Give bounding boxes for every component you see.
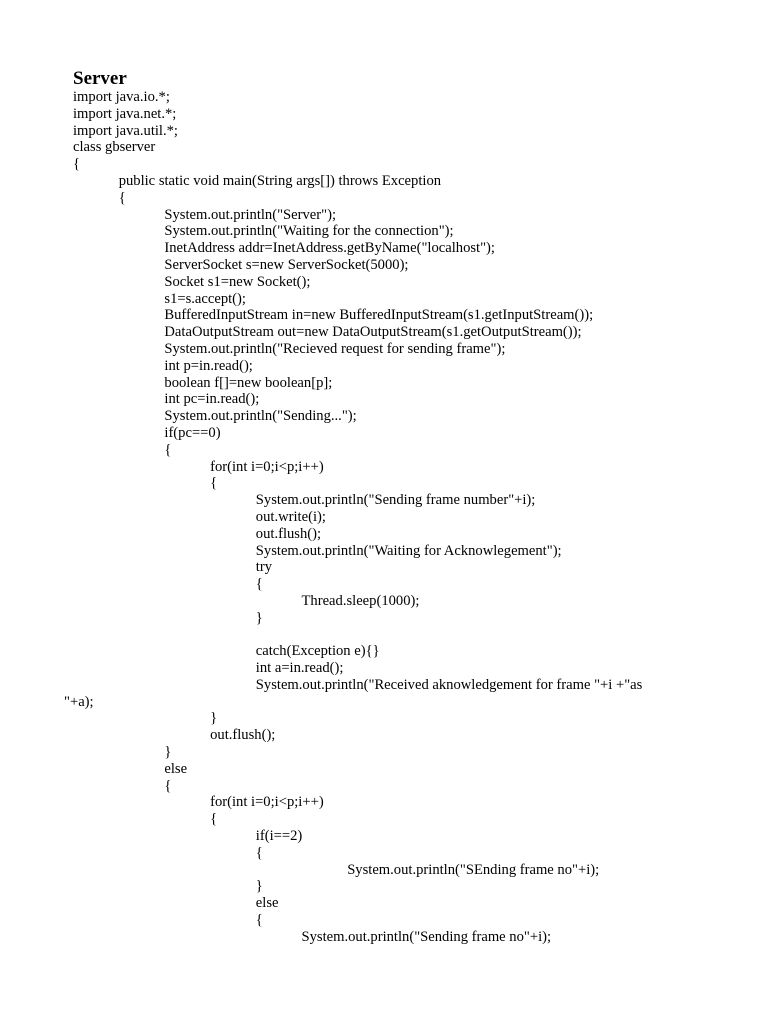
code-line: import java.util.*; <box>73 122 178 139</box>
code-line: } <box>255 609 263 626</box>
code-line: { <box>255 844 263 861</box>
code-line: InetAddress addr=InetAddress.getByName("localhost"); <box>164 240 495 257</box>
code-line: { <box>255 576 263 593</box>
code-line: } <box>255 878 263 895</box>
code-line: System.out.println("Sending..."); <box>164 408 357 425</box>
code-line: int pc=in.read(); <box>164 391 260 408</box>
code-line: out.write(i); <box>255 508 326 525</box>
code-line: DataOutputStream out=new DataOutputStream(s1.getOutputStream()); <box>164 324 582 341</box>
code-line: System.out.println("Sending frame no"+i); <box>301 928 552 945</box>
code-line: System.out.println("Waiting for the connection"); <box>164 223 454 240</box>
code-line: ServerSocket s=new ServerSocket(5000); <box>164 256 409 273</box>
code-line: s1=s.accept(); <box>164 290 246 307</box>
code-line: System.out.println("Waiting for Acknowlegement"); <box>255 542 562 559</box>
code-line: { <box>118 189 126 206</box>
code-line: else <box>255 895 279 912</box>
code-line: int a=in.read(); <box>255 660 344 677</box>
code-line: public static void main(String args[]) throws Exception <box>118 172 442 189</box>
code-line: { <box>210 811 218 828</box>
code-line: } <box>210 710 218 727</box>
code-line: try <box>255 559 273 576</box>
page-title: Server <box>73 68 127 89</box>
code-line: } <box>164 744 172 761</box>
code-line: import java.io.*; <box>73 89 170 105</box>
code-line: for(int i=0;i<p;i++) <box>210 458 324 475</box>
code-line: Socket s1=new Socket(); <box>164 273 311 290</box>
code-line: { <box>255 912 263 929</box>
code-line: for(int i=0;i<p;i++) <box>210 794 324 811</box>
code-line: out.flush(); <box>210 727 276 744</box>
code-line: import java.net.*; <box>73 105 177 122</box>
code-line: else <box>164 760 188 777</box>
code-line: Thread.sleep(1000); <box>301 592 420 609</box>
code-line: "+a); <box>64 693 94 710</box>
code-line: out.flush(); <box>255 525 322 542</box>
code-line: BufferedInputStream in=new BufferedInputStream(s1.getInputStream()); <box>164 307 594 324</box>
code-line: catch(Exception e){} <box>255 643 380 660</box>
code-line: System.out.println("Received aknowledgement for frame "+i +"as <box>255 676 643 693</box>
code-line: System.out.println("Server"); <box>164 206 337 223</box>
code-listing <box>0 89 768 946</box>
code-line: { <box>210 475 218 492</box>
code-line: System.out.println("SEnding frame no"+i); <box>347 861 600 878</box>
code-line: if(pc==0) <box>164 424 221 441</box>
code-line: class gbserver <box>73 139 156 156</box>
code-line: System.out.println("Sending frame number"+i); <box>255 492 536 509</box>
code-line: System.out.println("Recieved request for sending frame"); <box>164 340 506 357</box>
code-line: if(i==2) <box>255 828 303 845</box>
code-line: boolean f[]=new boolean[p]; <box>164 374 333 391</box>
code-line: { <box>164 441 172 458</box>
code-line: { <box>73 156 81 173</box>
code-line: int p=in.read(); <box>164 357 253 374</box>
code-line: { <box>164 777 172 794</box>
code-line <box>0 627 768 644</box>
